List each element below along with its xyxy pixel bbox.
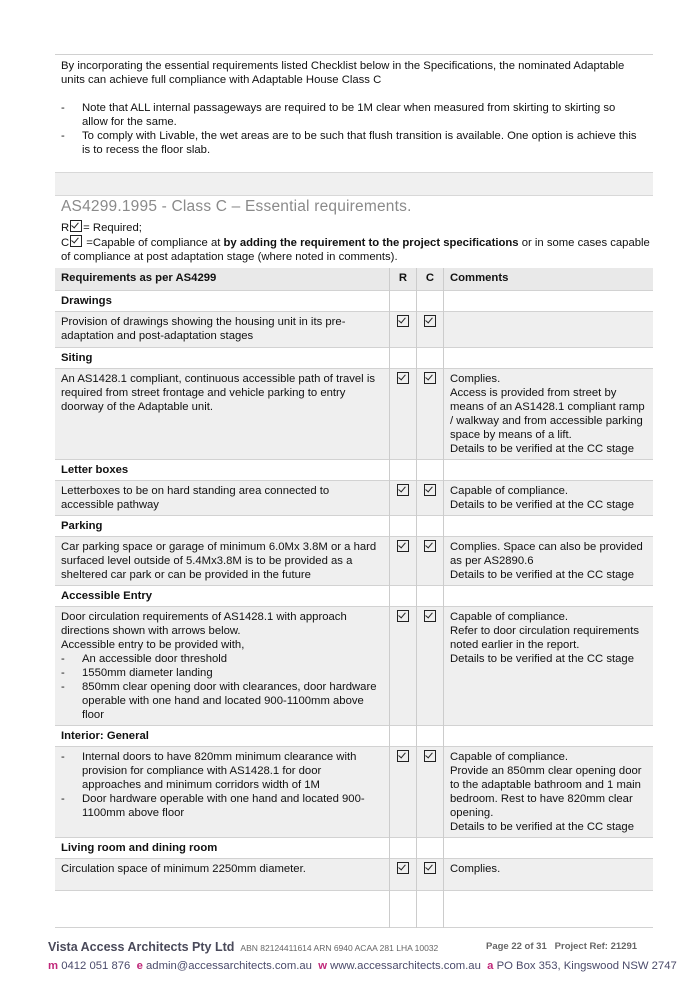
comment-line: Details to be verified at the CC stage	[450, 653, 634, 665]
project-ref: Project Ref: 21291	[554, 941, 638, 952]
comment-line: Details to be verified at the CC stage	[450, 443, 634, 455]
section-row	[55, 460, 653, 481]
note-item: - Note that ALL internal passageways are required to be 1M clear when measured from skirting to skirting so allow for the same.	[61, 101, 641, 129]
requirement-line: Accessible entry to be provided with,	[61, 639, 245, 651]
checked-box-icon	[424, 540, 436, 552]
checked-box-icon	[397, 372, 409, 384]
address-label: a	[487, 960, 494, 972]
footer-line-1	[48, 940, 648, 954]
comments-cell	[444, 312, 654, 348]
legend-c-bold: by adding the requirement to the project specifications	[223, 237, 519, 249]
page-number: Page 22 of 31	[486, 941, 547, 952]
requirement-text: An AS1428.1 compliant, continuous accessible path of travel is required from street frontage and vehicle parking to entry doorway of the Adaptable unit.	[55, 369, 390, 460]
website-link[interactable]: www.accessarchitects.com.au	[330, 960, 481, 972]
checked-box-icon	[397, 610, 409, 622]
legend-capable	[61, 235, 651, 264]
requirement-text	[55, 607, 390, 726]
legend-c-letter: C	[61, 237, 70, 249]
company-name: Vista Access Architects Pty Ltd	[48, 940, 235, 954]
comment-line: Access is provided from street by means of an AS1428.1 compliant ramp / walkway and from accessible parking space by means of a lift.	[450, 387, 645, 441]
checked-box-icon	[397, 484, 409, 496]
header-comments: Comments	[444, 268, 654, 291]
section-title: AS4299.1995 - Class C – Essential requirements.	[61, 198, 412, 215]
section-row	[55, 291, 653, 312]
top-rule	[55, 54, 653, 55]
legend-required	[61, 220, 651, 235]
intro-block	[61, 59, 641, 157]
table-row	[55, 312, 653, 348]
bullet-item: - 1550mm diameter landing	[61, 666, 383, 680]
requirement-bullets	[61, 652, 383, 722]
table-row	[55, 481, 653, 516]
requirement-text: Circulation space of minimum 2250mm diameter.	[55, 859, 390, 891]
email-label: e	[136, 960, 143, 972]
section-title-cell: Living room and dining room	[55, 838, 390, 859]
comment-line: Complies.	[450, 863, 501, 875]
section-title-cell: Parking	[55, 516, 390, 537]
page-info	[486, 941, 637, 952]
checked-box-icon	[424, 862, 436, 874]
comment-line: Capable of compliance.	[450, 485, 569, 497]
header-c: C	[417, 268, 444, 291]
checked-box-icon	[424, 484, 436, 496]
table-row	[55, 747, 653, 838]
comment-line: Complies. Space can also be provided as per AS2890.6	[450, 541, 643, 567]
checked-box-icon	[397, 862, 409, 874]
legend-r-text: = Required;	[83, 222, 142, 234]
requirement-text: Letterboxes to be on hard standing area connected to accessible pathway	[55, 481, 390, 516]
comments-cell	[444, 859, 654, 891]
comment-line: Capable of compliance.	[450, 751, 569, 763]
section-title-cell: Drawings	[55, 291, 390, 312]
section-row	[55, 516, 653, 537]
bullet-item: - An accessible door threshold	[61, 652, 383, 666]
requirements-table	[55, 268, 653, 928]
table-row	[55, 537, 653, 586]
comment-line: Provide an 850mm clear opening door to the adaptable bathroom and 1 main bedroom. Rest to have 820mm clear opening.	[450, 765, 642, 819]
header-r: R	[390, 268, 417, 291]
comments-cell	[444, 747, 654, 838]
note-item: - To comply with Livable, the wet areas are to be such that flush transition is available. One option is achieve this is to recess the floor slab.	[61, 129, 641, 157]
table-row	[55, 369, 653, 460]
table-row	[55, 607, 653, 726]
address: PO Box 353, Kingswood NSW 2747	[496, 960, 677, 972]
section-title-cell: Interior: General	[55, 726, 390, 747]
checked-box-icon	[424, 610, 436, 622]
comments-cell	[444, 537, 654, 586]
intro-notes	[61, 101, 641, 157]
mobile-label: m	[48, 960, 59, 972]
company-registration: ABN 82124411614 ARN 6940 ACAA 281 LHA 10032	[240, 943, 439, 953]
requirement-text	[55, 747, 390, 838]
requirement-line: Door circulation requirements of AS1428.1 with approach directions shown with arrows below.	[61, 611, 347, 637]
table-row	[55, 859, 653, 891]
page-footer	[48, 940, 677, 972]
section-title-cell: Siting	[55, 348, 390, 369]
legend-c-text: =Capable of compliance at	[83, 237, 224, 249]
requirement-bullets	[61, 750, 383, 820]
bullet-item: - 850mm clear opening door with clearances, door hardware operable with one hand and located 900-1100mm above floor	[61, 680, 383, 722]
comment-line: Details to be verified at the CC stage	[450, 569, 634, 581]
checked-box-icon	[424, 750, 436, 762]
bullet-item: - Door hardware operable with one hand and located 900-1100mm above floor	[61, 792, 383, 820]
email-link[interactable]: admin@accessarchitects.com.au	[146, 960, 312, 972]
header-requirements: Requirements as per AS4299	[55, 268, 390, 291]
phone: 0412 051 876	[61, 960, 131, 972]
checked-box-icon	[397, 540, 409, 552]
legend	[61, 220, 651, 264]
checked-box-icon	[70, 235, 82, 247]
section-row	[55, 726, 653, 747]
section-row	[55, 586, 653, 607]
legend-r-letter: R	[61, 222, 70, 234]
comment-line: Refer to door circulation requirements noted earlier in the report.	[450, 625, 639, 651]
requirement-text: Car parking space or garage of minimum 6.0Mx 3.8M or a hard surfaced level outside of 5.4Mx3.8M is to be provided as a sheltered car park or can be provided in the future	[55, 537, 390, 586]
comments-cell	[444, 481, 654, 516]
section-title-cell: Accessible Entry	[55, 586, 390, 607]
intro-paragraph: By incorporating the essential requirements listed Checklist below in the Specifications, the nominated Adaptable units can achieve full compliance with Adaptable House Class C	[61, 60, 625, 86]
comment-line: Details to be verified at the CC stage	[450, 821, 634, 833]
checked-box-icon	[397, 750, 409, 762]
blank-row	[55, 891, 653, 928]
checked-box-icon	[70, 220, 82, 232]
comments-cell	[444, 369, 654, 460]
bullet-item: - Internal doors to have 820mm minimum clearance with provision for compliance with AS1428.1 for door approaches and minimum corridors width of 1M	[61, 750, 383, 792]
section-row	[55, 838, 653, 859]
requirement-text: Provision of drawings showing the housing unit in its pre-adaptation and post-adaptation stages	[55, 312, 390, 348]
comment-line: Details to be verified at the CC stage	[450, 499, 634, 511]
comments-cell	[444, 607, 654, 726]
section-divider	[55, 172, 653, 196]
section-title-cell: Letter boxes	[55, 460, 390, 481]
checked-box-icon	[397, 315, 409, 327]
checked-box-icon	[424, 372, 436, 384]
table-header-row	[55, 268, 653, 291]
footer-contact	[48, 960, 677, 972]
comment-line: Complies.	[450, 373, 501, 385]
checked-box-icon	[424, 315, 436, 327]
web-label: w	[318, 960, 328, 972]
legend-c-text-after: or in some cases capable of compliance at post adaptation stage (where noted in comments).	[61, 237, 650, 263]
comment-line: Capable of compliance.	[450, 611, 569, 623]
section-row	[55, 348, 653, 369]
